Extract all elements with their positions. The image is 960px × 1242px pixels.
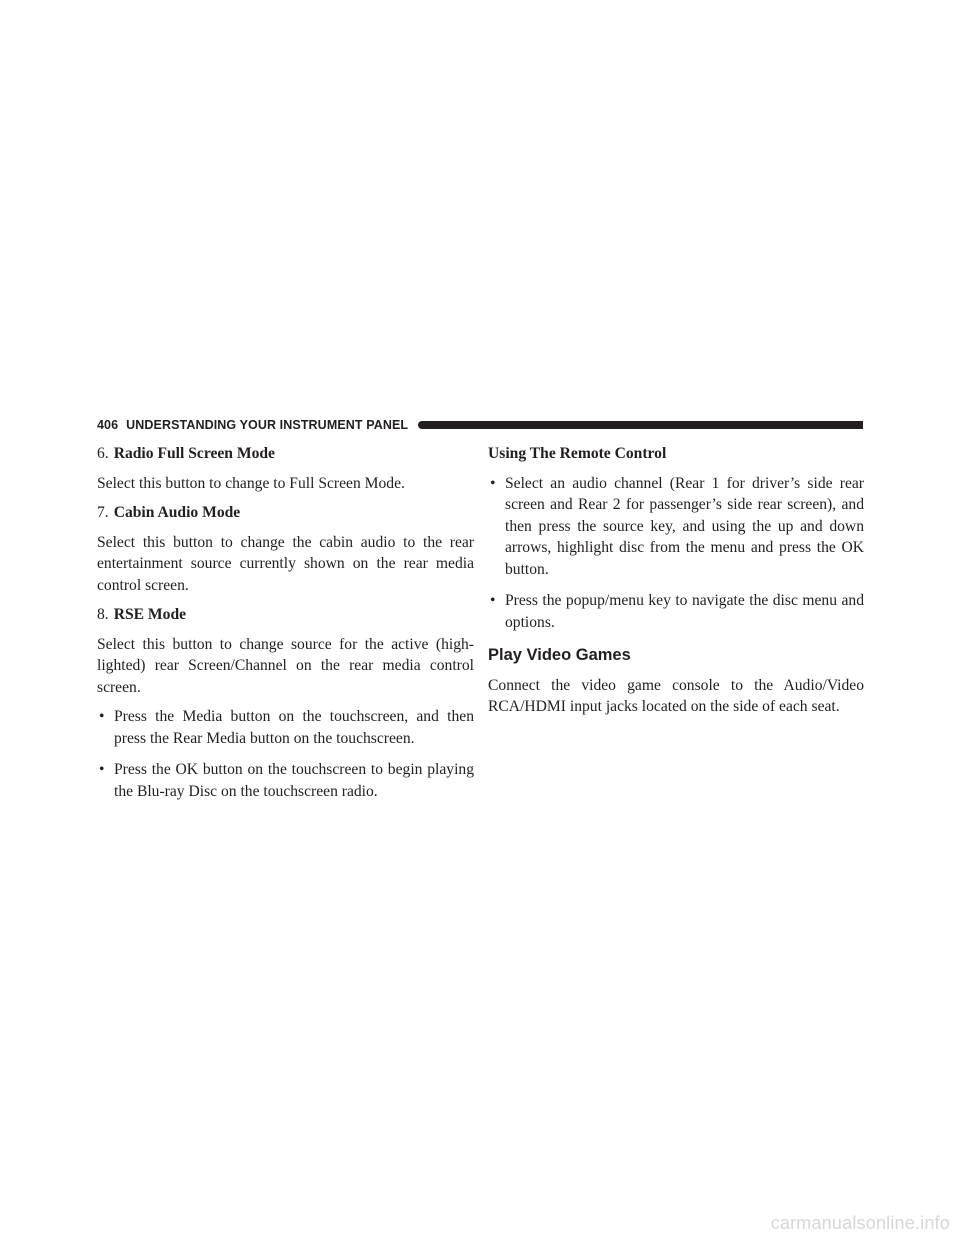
bullet-icon: •: [99, 708, 105, 725]
item-title: Radio Full Screen Mode: [113, 445, 275, 462]
section-body: Connect the video game console to the Audio/Video RCA/HDMI input jacks located on the side of each seat.: [488, 676, 864, 715]
right-column: [488, 443, 864, 718]
list-item: [97, 706, 474, 749]
item-7-body: Select this button to change the cabin audio to the rear entertainment source currently shown on the rear media control screen.: [97, 533, 474, 594]
bullet-icon: •: [99, 761, 105, 778]
item-6-body: Select this button to change to Full Screen Mode.: [97, 474, 405, 492]
section-heading: Play Video Games: [488, 646, 631, 664]
item-title: Cabin Audio Mode: [113, 504, 241, 521]
page-number: 406: [97, 418, 119, 432]
list-item: [488, 590, 864, 633]
right-bullet-list: [488, 473, 864, 634]
subheading: Using The Remote Control: [488, 445, 667, 462]
item-6-heading: [97, 443, 474, 465]
item-title: RSE Mode: [113, 606, 187, 623]
item-number: 8.: [97, 606, 109, 623]
item-7-heading: [97, 502, 474, 524]
left-bullet-list: [97, 706, 474, 802]
left-column: [97, 443, 474, 812]
list-item: [488, 473, 864, 581]
list-item-text: Press the popup/menu key to navigate the disc menu and options.: [505, 592, 864, 631]
item-number: 6.: [97, 445, 109, 462]
header-rule: [418, 421, 863, 429]
page-header: [97, 416, 863, 434]
list-item-text: Press the Media button on the touchscreen, and then press the Rear Media button on the touchscreen.: [114, 708, 474, 747]
list-item-text: Press the OK button on the touchscreen to begin playing the Blu-ray Disc on the touchscreen radio.: [114, 761, 474, 800]
item-8-heading: [97, 604, 474, 626]
section-title: UNDERSTANDING YOUR INSTRUMENT PANEL: [126, 418, 409, 432]
list-item-text: Select an audio channel (Rear 1 for driver’s side rear screen and Rear 2 for passenger’s side rear screen), and then press the source key, and using the up and down arrows, highlight disc from the menu and press the OK button.: [505, 474, 864, 578]
bullet-icon: •: [490, 474, 496, 492]
watermark: carmanualsonline.info: [770, 1213, 950, 1233]
item-8-body: Select this button to change source for the active (high-lighted) rear Screen/Channel on the rear media control screen.: [97, 635, 474, 696]
item-number: 7.: [97, 504, 109, 521]
list-item: [97, 759, 474, 802]
bullet-icon: •: [490, 592, 496, 609]
